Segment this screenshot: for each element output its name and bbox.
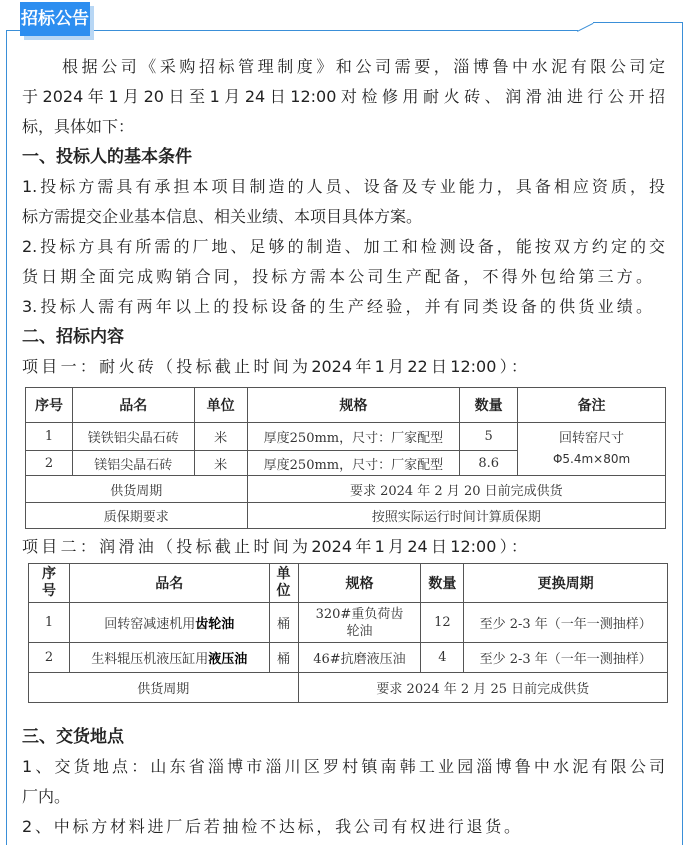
table-row (29, 603, 668, 643)
cell-qty: 4 (421, 643, 464, 673)
header-cell: 序号 (26, 388, 73, 423)
remark-line: Φ5.4m×80m (552, 452, 631, 466)
cell-cycle: 至少 2-3 年（一年一测抽样） (464, 643, 668, 673)
cell-no: 1 (29, 603, 70, 643)
name-text: 生料辊压机液压缸用 (91, 652, 209, 667)
cell-no: 1 (26, 423, 73, 451)
cell-qty: 12 (421, 603, 464, 643)
cell-name (69, 603, 269, 643)
delivery-line: 2、中标方材料进厂后若抽检不达标，我公司有权进行退货。 (22, 817, 520, 836)
header-cell: 品名 (72, 388, 194, 423)
header-cell: 数量 (421, 564, 464, 603)
name-text: 回转窑减速机用 (104, 617, 196, 632)
intro-line: 于2024年1月20日至1月24日12:00对检修用耐火砖、润滑油进行公开招 (22, 87, 665, 106)
cell-unit: 米 (194, 423, 247, 451)
cell-spec: 46#抗磨液压油 (298, 643, 421, 673)
condition-line: 货日期全面完成购销合同，投标方需本公司生产配备，不得外包给第三方。 (22, 267, 652, 286)
section-heading: 三、交货地点 (22, 727, 124, 747)
header-cell: 规格 (298, 564, 421, 603)
cell-name (69, 643, 269, 673)
intro-line: 根据公司《采购招标管理制度》和公司需要，淄博鲁中水泥有限公司定 (62, 57, 665, 76)
frame-border-left (6, 30, 7, 845)
delivery-line: 厂内。 (22, 787, 71, 806)
header-cell: 单位 (194, 388, 247, 423)
condition-line: 1.投标方需具有承担本项目制造的人员、设备及专业能力，具备相应资质，投 (22, 177, 665, 196)
header-cell: 品名 (69, 564, 269, 603)
warranty-label: 质保期要求 (26, 503, 248, 529)
header-cell: 数量 (460, 388, 518, 423)
cell-qty: 5 (460, 423, 518, 451)
table-row (26, 476, 666, 503)
condition-line: 3.投标人需有两年以上的投标设备的生产经验，并有同类设备的供货业绩。 (22, 297, 652, 316)
table-header-row (29, 564, 668, 603)
header-cell: 序号 (29, 564, 70, 603)
remark-line: 回转窑尺寸 (559, 431, 625, 446)
project-title: 项目二：润滑油（投标截止时间为2024年1月24日12:00）： (22, 537, 527, 556)
cell-spec: 厚度250mm，尺寸：厂家配型 (247, 451, 460, 476)
cell-spec: 厚度250mm，尺寸：厂家配型 (247, 423, 460, 451)
table-header-row (26, 388, 666, 423)
header-cell: 单位 (269, 564, 298, 603)
frame-border-top (6, 30, 578, 31)
cell-remark (518, 423, 666, 476)
cell-name: 镁铁铝尖晶石砖 (72, 423, 194, 451)
supply-label: 供货周期 (26, 476, 248, 503)
intro-line: 标，具体如下： (22, 117, 135, 136)
table-row (29, 643, 668, 673)
supply-label: 供货周期 (29, 673, 299, 703)
frame-border-right (682, 22, 683, 845)
section-heading: 二、招标内容 (22, 327, 124, 347)
name-bold: 齿轮油 (195, 617, 235, 632)
lubricant-table (28, 563, 668, 703)
condition-line: 2.投标方具有所需的厂地、足够的制造、加工和检测设备，能按双方约定的交 (22, 237, 665, 256)
supply-value: 要求 2024 年 2 月 25 日前完成供货 (298, 673, 667, 703)
section-badge: 招标公告 (20, 2, 90, 36)
cell-unit: 桶 (269, 643, 298, 673)
cell-qty: 8.6 (460, 451, 518, 476)
frame-border-corner (577, 23, 593, 32)
name-bold: 液压油 (208, 652, 248, 667)
cell-unit: 桶 (269, 603, 298, 643)
refractory-brick-table (25, 387, 666, 529)
frame-border-top-right (593, 22, 683, 23)
cell-no: 2 (26, 451, 73, 476)
header-cell: 更换周期 (464, 564, 668, 603)
condition-line: 标方需提交企业基本信息、相关业绩、本项目具体方案。 (22, 207, 423, 226)
delivery-line: 1、交货地点：山东省淄博市淄川区罗村镇南韩工业园淄博鲁中水泥有限公司 (22, 757, 665, 776)
cell-cycle: 至少 2-3 年（一年一测抽样） (464, 603, 668, 643)
cell-no: 2 (29, 643, 70, 673)
warranty-value: 按照实际运行时间计算质保期 (247, 503, 665, 529)
table-row (26, 423, 666, 451)
project-title: 项目一：耐火砖（投标截止时间为2024年1月22日12:00）： (22, 357, 527, 376)
cell-unit: 米 (194, 451, 247, 476)
table-row (29, 673, 668, 703)
header-cell: 备注 (518, 388, 666, 423)
header-cell: 规格 (247, 388, 460, 423)
cell-spec: 320#重负荷齿轮油 (298, 603, 421, 643)
section-heading: 一、投标人的基本条件 (22, 147, 192, 167)
supply-value: 要求 2024 年 2 月 20 日前完成供货 (247, 476, 665, 503)
table-row (26, 503, 666, 529)
cell-name: 镁铝尖晶石砖 (72, 451, 194, 476)
